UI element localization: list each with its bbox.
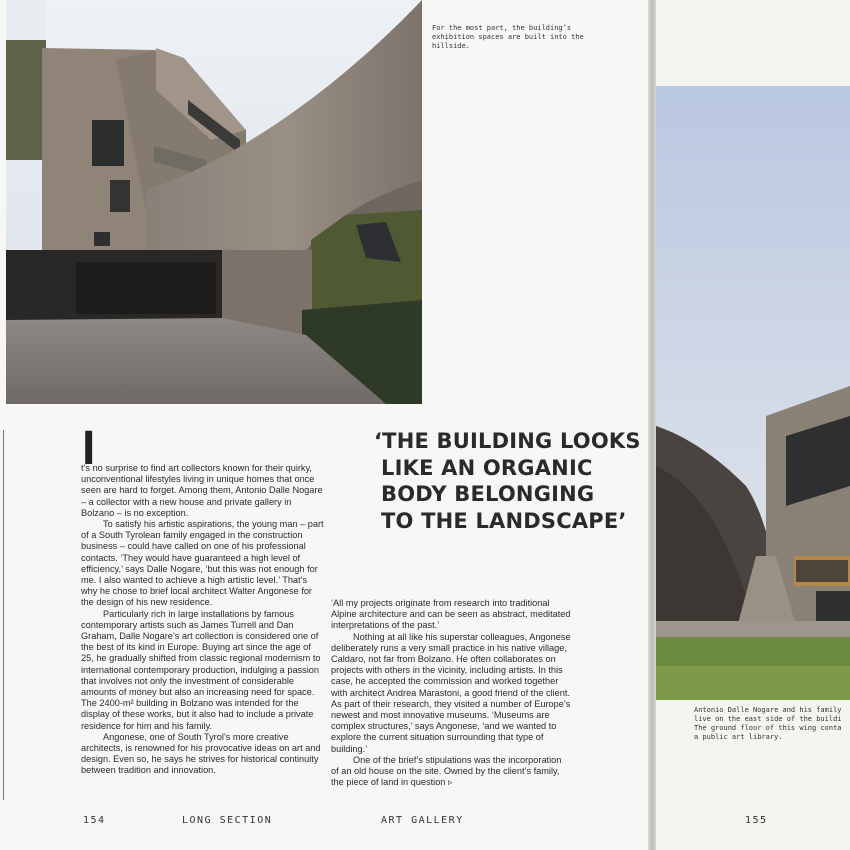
pull-quote-line: TO THE LANDSCAPE’ <box>381 508 627 533</box>
running-head-section: LONG SECTION <box>182 815 273 826</box>
paragraph: Nothing at all like his superstar colleagues, Angonese deliberately runs a very small practice in his native village, Caldaro, not far from Bolzano. He often collaborates on projects with others in the vicinity, including artists. In this case, he accepted the commission and worked together with architect Andrea Marastoni, a good friend of the client. As part of their research, they visited a number of Europe’s newest and most innovative museums. ‘Museums are complex structures,’ says Angonese, ‘and we wanted to explore the current situation surrounding that type of building.’ <box>331 631 571 754</box>
photo-caption-right <box>694 706 850 742</box>
page-number-left: 154 <box>83 815 106 826</box>
body-column-2 <box>331 598 571 788</box>
building-photo <box>6 0 422 404</box>
paragraph: Angonese, one of South Tyrol’s more creative architects, is renowned for his provocative ideas on art and design. Even so, he says he strives for historical continuity between tradition and innovation. <box>81 731 321 776</box>
paragraph: Particularly rich in large installations by famous contemporary artists such as James Turrell and Dan Graham, Dalle Nogare’s art collection is considered one of the best of its kind in Europe. Buying art since the age of 25, he gradually shifted from classic regional modernism to international contemporary production, indulging a passion that involves not only the investment of considerable amounts of money but also an increasing need for space. The 2400-m² building in Bolzano was intended for the display of these works, but it also had to include a private residence for him and his family. <box>81 608 321 731</box>
pull-quote-line: BODY BELONGING <box>381 482 595 506</box>
book-gutter <box>648 0 656 850</box>
running-head-category: ART GALLERY <box>381 815 464 826</box>
caption-line: live on the east side of the buildi <box>694 715 842 723</box>
paragraph: One of the brief’s stipulations was the incorporation of an old house on the site. Owned by the client’s family, the piece of land in question ▹ <box>331 754 562 788</box>
body-column-1 <box>81 463 325 777</box>
exterior-photo <box>656 86 850 700</box>
pull-quote-line: ‘THE BUILDING LOOKS <box>374 429 641 453</box>
caption-line: The ground floor of this wing conta <box>694 724 842 732</box>
page-number-right: 155 <box>745 815 768 826</box>
pull-quote <box>374 428 641 534</box>
photo-caption: For the most part, the building’s exhibition spaces are built into the hillside. <box>432 24 584 50</box>
pull-quote-line: LIKE AN ORGANIC <box>381 455 593 480</box>
paragraph: ‘All my projects originate from research into traditional Alpine architecture and can be seen as abstract, meditated interpretations of the past.’ <box>331 598 571 631</box>
drop-cap: I <box>82 422 96 475</box>
caption-line: a public art library. <box>694 733 783 741</box>
caption-line: Antonio Dalle Nogare and his family <box>694 706 842 714</box>
paragraph: t’s no surprise to find art collectors known for their quirky, unconventional lifestyles living in unique homes that once seen are hard to forget. Among them, Antonio Dalle Nogare – a collector with a new house and private gallery in Bolzano – is no exception. <box>81 463 323 518</box>
margin-rule <box>3 430 4 800</box>
paragraph: To satisfy his artistic aspirations, the young man – part of a South Tyrolean family engaged in the construction business – could have called on one of his professional contacts. ‘They would have guaranteed a high level of efficiency,’ says Dalle Nogare, ‘but this was not enough for me. I also wanted to achieve a high artistic level.’ That’s why he chose to brief local architect Walter Angonese for the design of his new residence. <box>81 519 324 608</box>
